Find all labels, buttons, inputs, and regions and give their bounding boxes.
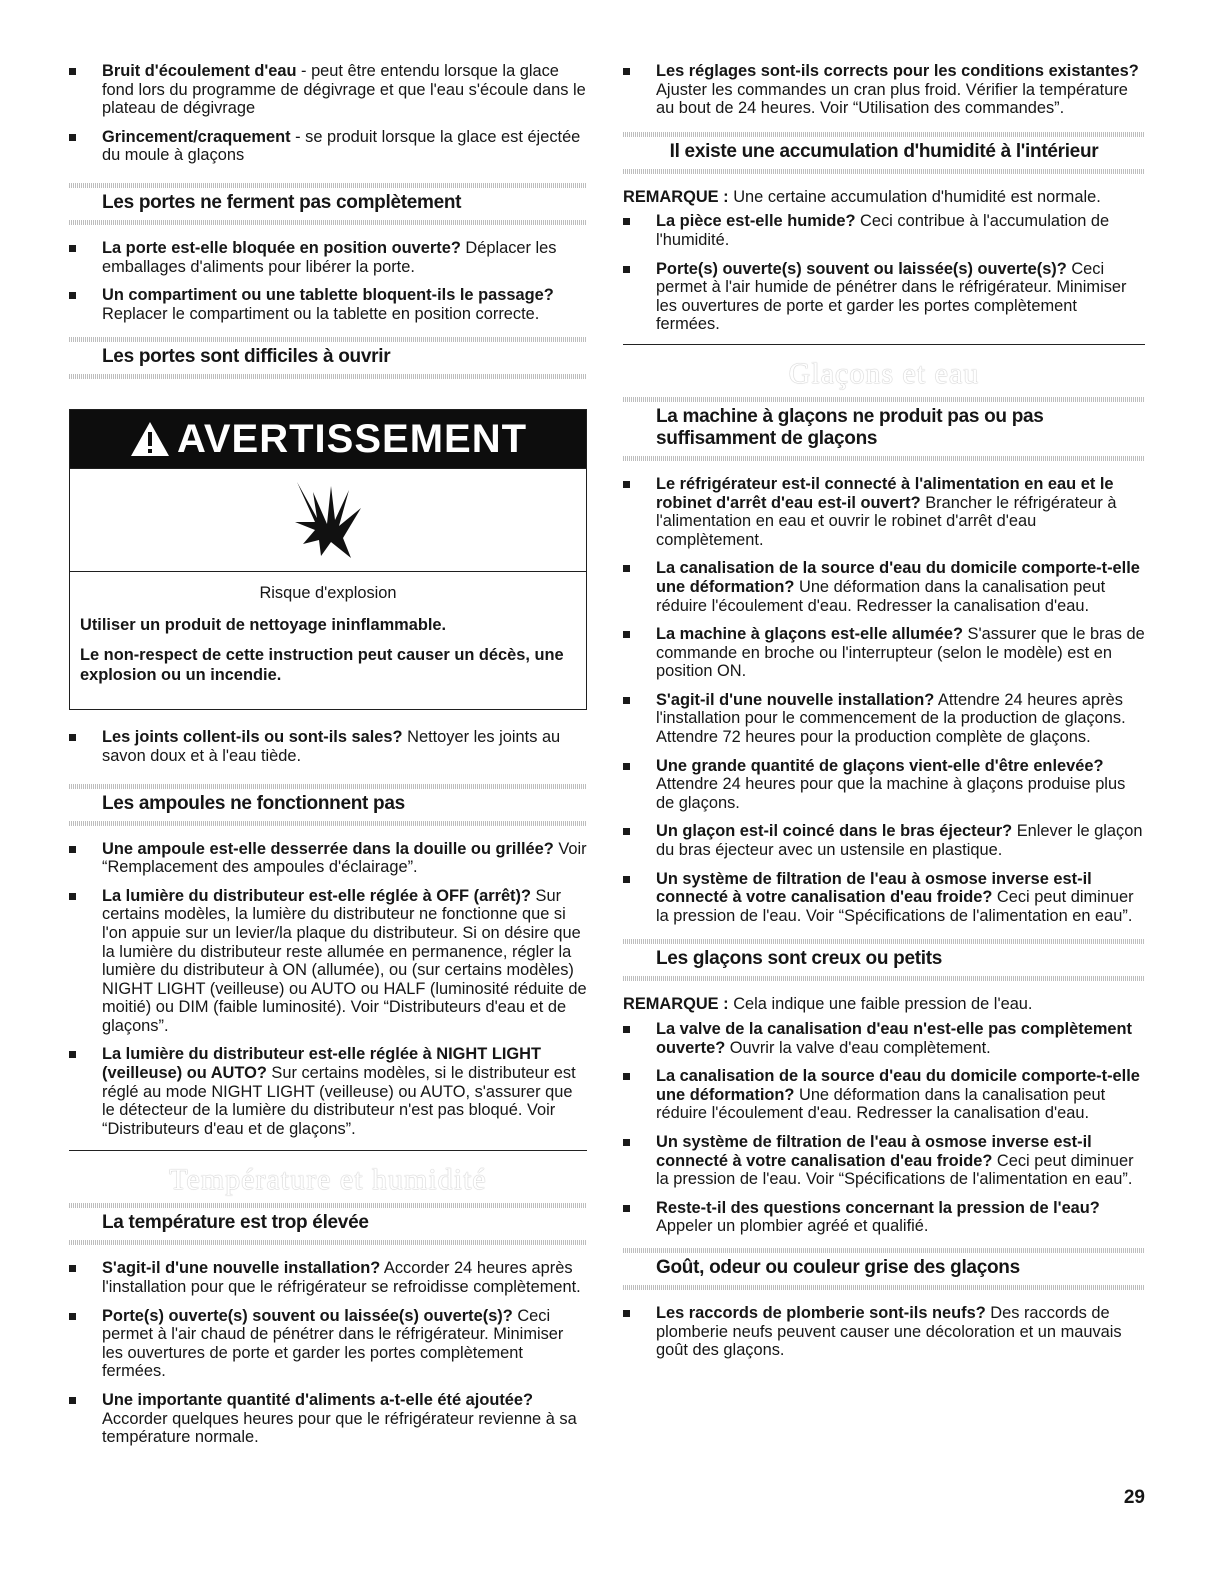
dotted-rule	[623, 456, 1145, 461]
dotted-rule	[623, 1285, 1145, 1290]
explosion-icon	[291, 478, 365, 562]
section-heading: Les ampoules ne fonctionnent pas	[69, 784, 587, 826]
warning-body	[70, 572, 586, 709]
note: REMARQUE : Une certaine accumulation d'humidité est normale.	[623, 187, 1101, 206]
bullet-square-icon	[623, 1310, 630, 1317]
list-item: Grincement/craquement - se produit lorsque la glace est éjectée du moule à glaçons	[69, 128, 587, 165]
bullet-square-icon	[623, 876, 630, 883]
dotted-rule	[69, 1240, 587, 1245]
list-item: Un système de filtration de l'eau à osmose inverse est-il connecté à votre canalisation d'eau froide? Ceci peut diminuer la pression de l'eau. Voir “Spécifications de l'alimentation en eau”.	[623, 870, 1145, 926]
warning-instruction: Utiliser un produit de nettoyage ininflammable.	[80, 616, 447, 635]
dotted-rule	[69, 821, 587, 826]
warning-triangle-icon	[129, 420, 171, 458]
bullet-square-icon	[69, 1051, 76, 1058]
bullet-square-icon	[69, 734, 76, 741]
dotted-rule	[623, 169, 1145, 174]
bullet-square-icon	[623, 631, 630, 638]
list-item: S'agit-il d'une nouvelle installation? Accorder 24 heures après l'installation pour que le réfrigérateur se refroidisse complètement.	[69, 1259, 587, 1296]
warning-pictogram	[70, 469, 586, 572]
bullet-square-icon	[69, 245, 76, 252]
list-item: Les réglages sont-ils corrects pour les conditions existantes? Ajuster les commandes un cran plus froid. Vérifier la température au bout de 24 heures. Voir “Utilisation des commandes”.	[623, 62, 1145, 118]
list-item: Les joints collent-ils ou sont-ils sales? Nettoyer les joints au savon doux et à l'eau tiède.	[69, 728, 587, 765]
section-divider	[69, 1150, 587, 1151]
section-heading: Goût, odeur ou couleur grise des glaçons	[623, 1248, 1145, 1290]
dotted-rule	[69, 220, 587, 225]
bullet-square-icon	[69, 1397, 76, 1404]
bullet-square-icon	[623, 1026, 630, 1033]
dotted-rule	[623, 976, 1145, 981]
list-item: La pièce est-elle humide? Ceci contribue à l'accumulation de l'humidité.	[623, 212, 1145, 249]
list-item: La lumière du distributeur est-elle réglée à OFF (arrêt)? Sur certains modèles, la lumière du distributeur ne fonctionne que si l'on appuie sur un levier/la plaque du distributeur. Si on désire que la lumière du distributeur reste allumée en permanence, régler la lumière du distributeur à ON (allumée), ou (sur certains modèles) NIGHT LIGHT (veilleuse) ou AUTO ou HALF (luminosité réduite de moitié) ou DIM (faible luminosité). Voir “Distributeurs d'eau et de glaçons”.	[69, 887, 587, 1036]
section-title: Glaçons et eau	[788, 356, 980, 390]
dotted-rule	[69, 374, 587, 379]
bullet-square-icon	[623, 565, 630, 572]
list-item: Un système de filtration de l'eau à osmose inverse est-il connecté à votre canalisation d'eau froide? Ceci peut diminuer la pression de l'eau. Voir “Spécifications de l'alimentation en eau”.	[623, 1133, 1145, 1189]
right-column	[623, 62, 1145, 1370]
bullet-square-icon	[623, 1073, 630, 1080]
list-item: La canalisation de la source d'eau du domicile comporte-t-elle une déformation? Une déformation dans la canalisation peut réduire l'écoulement d'eau. Redresser la canalisation d'eau.	[623, 1067, 1145, 1123]
list-item: Une grande quantité de glaçons vient-elle d'être enlevée? Attendre 24 heures pour que la machine à glaçons produise plus de glaçons.	[623, 757, 1145, 813]
section-heading: La température est trop élevée	[69, 1203, 587, 1245]
warning-label: AVERTISSEMENT	[176, 416, 528, 461]
list-item: S'agit-il d'une nouvelle installation? Attendre 24 heures après l'installation pour le commencement de la production de glaçons. Attendre 72 heures pour la production complète de glaçons.	[623, 691, 1145, 747]
note: REMARQUE : Cela indique une faible pression de l'eau.	[623, 995, 1033, 1014]
list-item: La valve de la canalisation d'eau n'est-elle pas complètement ouverte? Ouvrir la valve d'eau complètement.	[623, 1020, 1145, 1057]
list-item: Les raccords de plomberie sont-ils neufs? Des raccords de plomberie neufs peuvent causer une décoloration et un mauvais goût des glaçons.	[623, 1304, 1145, 1360]
list-item: Une ampoule est-elle desserrée dans la douille ou grillée? Voir “Remplacement des ampoules d'éclairage”.	[69, 840, 587, 877]
warning-consequence: Le non-respect de cette instruction peut causer un décès, une explosion ou un incendie.	[80, 646, 564, 685]
bullet-square-icon	[623, 697, 630, 704]
warning-box	[69, 409, 587, 710]
bullet-square-icon	[623, 266, 630, 273]
risk-title: Risque d'explosion	[259, 584, 397, 603]
bullet-square-icon	[623, 828, 630, 835]
page-number: 29	[1123, 1487, 1145, 1508]
bullet-square-icon	[623, 68, 630, 75]
left-column	[69, 62, 587, 1457]
bullet-square-icon	[623, 763, 630, 770]
section-heading: Il existe une accumulation d'humidité à l'intérieur	[623, 132, 1145, 174]
bullet-square-icon	[69, 893, 76, 900]
list-item: Un glaçon est-il coincé dans le bras éjecteur? Enlever le glaçon du bras éjecteur avec un ustensile en plastique.	[623, 822, 1145, 859]
list-item: La canalisation de la source d'eau du domicile comporte-t-elle une déformation? Une déformation dans la canalisation peut réduire l'écoulement d'eau. Redresser la canalisation d'eau.	[623, 559, 1145, 615]
bullet-square-icon	[69, 1265, 76, 1272]
bullet-square-icon	[623, 1205, 630, 1212]
bullet-square-icon	[69, 68, 76, 75]
section-heading: Les glaçons sont creux ou petits	[623, 939, 1145, 981]
bullet-square-icon	[623, 218, 630, 225]
list-item: Une importante quantité d'aliments a-t-elle été ajoutée? Accorder quelques heures pour que le réfrigérateur revienne à sa température normale.	[69, 1391, 587, 1447]
bullet-square-icon	[69, 846, 76, 853]
bullet-square-icon	[623, 1139, 630, 1146]
section-divider	[623, 344, 1145, 345]
list-item: Bruit d'écoulement d'eau - peut être entendu lorsque la glace fond lors du programme de dégivrage et que l'eau s'écoule dans le plateau de dégivrage	[69, 62, 587, 118]
list-item: La machine à glaçons est-elle allumée? S'assurer que le bras de commande en broche ou l'interrupteur (selon le modèle) est en position ON.	[623, 625, 1145, 681]
list-item: Porte(s) ouverte(s) souvent ou laissée(s) ouverte(s)? Ceci permet à l'air humide de pénétrer dans le réfrigérateur. Minimiser les ouvertures de porte et garder les portes complètement fermées.	[623, 260, 1145, 334]
list-item: Un compartiment ou une tablette bloquent-ils le passage? Replacer le compartiment ou la tablette en position correcte.	[69, 286, 587, 323]
bullet-square-icon	[69, 134, 76, 141]
bullet-square-icon	[69, 1313, 76, 1320]
list-item: La porte est-elle bloquée en position ouverte? Déplacer les emballages d'aliments pour libérer la porte.	[69, 239, 587, 276]
bullet-square-icon	[623, 481, 630, 488]
section-heading: Les portes sont difficiles à ouvrir	[69, 337, 587, 379]
section-heading: Les portes ne ferment pas complètement	[69, 183, 587, 225]
list-item: Porte(s) ouverte(s) souvent ou laissée(s) ouverte(s)? Ceci permet à l'air chaud de pénétrer dans le réfrigérateur. Minimiser les ouvertures de porte et garder les portes complètement fermées.	[69, 1307, 587, 1381]
section-title: Température et humidité	[169, 1163, 487, 1197]
list-item: Le réfrigérateur est-il connecté à l'alimentation en eau et le robinet d'arrêt d'eau est-il ouvert? Brancher le réfrigérateur à l'alimentation en eau et ouvrir le robinet d'arrêt d'eau complètement.	[623, 475, 1145, 549]
bullet-square-icon	[69, 292, 76, 299]
section-heading: La machine à glaçons ne produit pas ou pas suffisamment de glaçons	[623, 397, 1145, 461]
list-item: Reste-t-il des questions concernant la pression de l'eau? Appeler un plombier agréé et qualifié.	[623, 1199, 1145, 1236]
warning-header	[70, 410, 586, 469]
list-item: La lumière du distributeur est-elle réglée à NIGHT LIGHT (veilleuse) ou AUTO? Sur certains modèles, si le distributeur est réglé au mode NIGHT LIGHT (veilleuse) ou AUTO, s'assurer que le détecteur de la lumière du distributeur n'est pas bloqué. Voir “Distributeurs d'eau et de glaçons”.	[69, 1045, 587, 1138]
